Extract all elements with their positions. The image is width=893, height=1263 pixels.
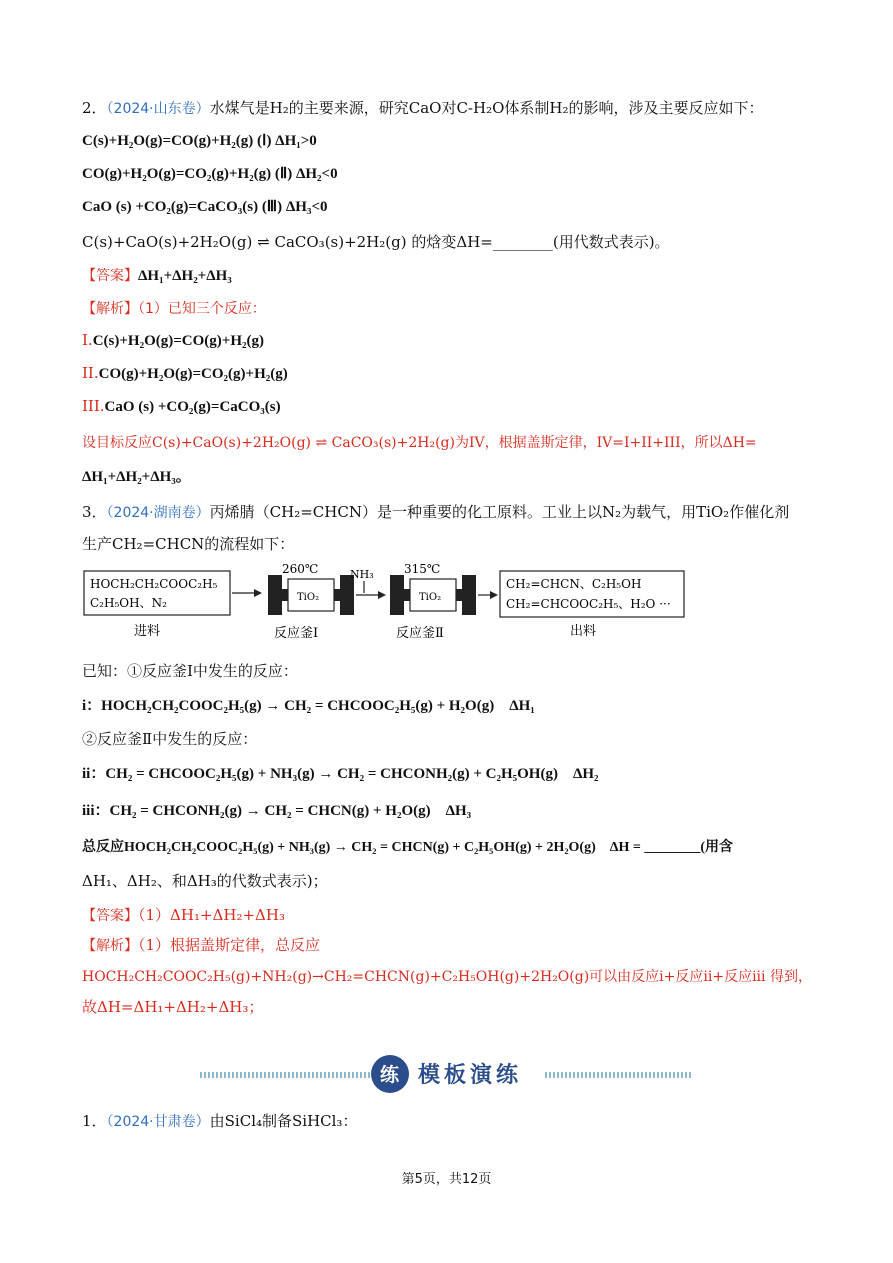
q2-answer-tag: 【答案】: [82, 268, 138, 284]
q2-analysis-r3-text: CaO (s) +CO₂(g)=CaCO₃(s): [104, 399, 281, 415]
nh3-label: NH₃: [350, 568, 374, 581]
q2-analysis-r1-text: C(s)+H₂O(g)=CO(g)+H₂(g): [92, 333, 264, 349]
q2-analysis-r1-label: I.: [82, 331, 93, 349]
q3-reaction-i: i：HOCH₂CH₂COOC₂H₅(g) → CH₂ = CHCOOC₂H₅(g) + H₂O(g) ΔH₁: [82, 698, 535, 714]
practice-1-number: 1．: [82, 1112, 107, 1130]
q3-total-reaction-2: ΔH₁、ΔH₂、和ΔH₃的代数式表示)；: [82, 872, 328, 890]
reactor-1-label: 反应釜Ⅰ: [274, 626, 319, 641]
banner-title: 模板演练: [418, 1062, 523, 1088]
q2-reaction-3: CaO (s) +CO₂(g)=CaCO₃(s) (Ⅲ) ΔH₃<0: [82, 199, 328, 215]
feed-line-1: HOCH₂CH₂COOC₂H₅: [90, 577, 218, 591]
q2-analysis-r2-text: CO(g)+H₂O(g)=CO₂(g)+H₂(g): [98, 366, 288, 382]
reactor-1-catalyst: TiO₂: [297, 592, 320, 603]
q3-answer: （1）ΔH₁+ΔH₂+ΔH₃: [138, 906, 285, 924]
q3-answer-line: [82, 904, 285, 925]
q2-reaction-1: C(s)+H₂O(g)=CO(g)+H₂(g) (Ⅰ) ΔH₁>0: [82, 133, 317, 149]
q3-answer-tag: 【答案】: [82, 908, 138, 924]
reactor-2-label: 反应釜Ⅱ: [396, 626, 444, 641]
output-line-1: CH₂=CHCN、C₂H₅OH: [506, 577, 642, 591]
practice-1-line: [82, 1110, 357, 1131]
q2-analysis-intro: （1）已知三个反应：: [138, 301, 266, 317]
q3-known-2: ②反应釜Ⅱ中发生的反应：: [82, 730, 258, 748]
q3-reaction-iii: iii：CH₂ = CHCONH₂(g) → CH₂ = CHCN(g) + H₂O(g) ΔH₃: [82, 803, 472, 819]
arrow-1-head: [254, 589, 262, 597]
q2-stem: 水煤气是H₂的主要来源，研究CaO对C-H₂O体系制H₂的影响，涉及主要反应如下：: [209, 99, 764, 117]
arrow-2-head: [378, 591, 386, 599]
q2-analysis-tag: 【解析】: [82, 301, 138, 317]
banner-badge-text: 练: [380, 1064, 400, 1086]
feed-line-2: C₂H₅OH、N₂: [90, 596, 167, 610]
q3-known: 已知：①反应釜Ⅰ中发生的反应：: [82, 662, 298, 680]
q2-answer: ΔH₁+ΔH₂+ΔH₃: [138, 268, 232, 284]
q2-target-reaction: 设目标反应C(s)+CaO(s)+2H₂O(g) ⇌ CaCO₃(s)+2H₂(g)为IV，根据盖斯定律，IV=I+II+III，所以ΔH=: [82, 435, 757, 451]
page-footer: 第5页，共12页: [401, 1172, 492, 1187]
practice-1-source: （2024·甘肃卷）: [106, 1114, 210, 1130]
q2-question: C(s)+CaO(s)+2H₂O(g) ⇌ CaCO₃(s)+2H₂(g) 的焓变ΔH=________(用代数式表示)。: [82, 233, 670, 251]
q3-stem-1: 丙烯腈（CH₂=CHCN）是一种重要的化工原料。工业上以N₂为载气，用TiO₂作催化剂: [209, 503, 790, 521]
arrow-3-head: [490, 591, 498, 599]
feed-label: 进料: [134, 624, 161, 639]
q2-source: （2024·山东卷）: [106, 101, 210, 117]
process-flow-diagram: [82, 563, 802, 645]
q3-analysis-line: [82, 934, 320, 955]
q3-source: （2024·湖南卷）: [106, 505, 210, 521]
output-line-2: CH₂=CHCOOC₂H₅、H₂O ···: [506, 597, 671, 611]
q3-analysis-2: HOCH₂CH₂COOC₂H₅(g)+NH₂(g)→CH₂=CHCN(g)+C₂H₅OH(g)+2H₂O(g)可以由反应i+反应ii+反应iii 得到，: [82, 969, 812, 985]
q3-stem-line: [82, 501, 789, 522]
reactor-2: [390, 575, 476, 615]
q3-number: 3．: [82, 503, 107, 521]
q2-stem-line: [82, 97, 764, 118]
q2-analysis-line: [82, 298, 266, 318]
q2-analysis-r1: [82, 331, 264, 350]
q2-analysis-r3: [82, 397, 281, 416]
q3-analysis-tag: 【解析】: [82, 938, 138, 954]
q3-analysis: （1）根据盖斯定律，总反应: [138, 936, 321, 954]
q2-reaction-2: CO(g)+H₂O(g)=CO₂(g)+H₂(g) (Ⅱ) ΔH₂<0: [82, 166, 338, 182]
q3-reaction-ii: ii：CH₂ = CHCOOC₂H₅(g) + NH₃(g) → CH₂ = CHCONH₂(g) + C₂H₅OH(g) ΔH₂: [82, 766, 599, 782]
q3-total-reaction: 总反应HOCH₂CH₂COOC₂H₅(g) + NH₃(g) → CH₂ = CHCN(g) + C₂H₅OH(g) + 2H₂O(g) ΔH = ________(用含: [82, 840, 734, 855]
reactor-2-catalyst: TiO₂: [419, 592, 442, 603]
reactor-1: [268, 575, 354, 615]
q3-stem-2: 生产CH₂=CHCN的流程如下：: [82, 535, 295, 553]
q2-number: 2．: [82, 99, 107, 117]
q2-analysis-r2: [82, 364, 288, 383]
q2-target-result: ΔH₁+ΔH₂+ΔH₃。: [82, 469, 191, 485]
q2-analysis-r2-label: II.: [82, 364, 99, 382]
q3-analysis-3: 故ΔH=ΔH₁+ΔH₂+ΔH₃；: [82, 998, 264, 1016]
section-banner: [200, 1050, 693, 1100]
q2-analysis-r3-label: III.: [82, 397, 105, 415]
reactor-1-temp: 260℃: [282, 563, 319, 576]
q2-answer-line: [82, 265, 232, 285]
reactor-2-temp: 315℃: [404, 563, 441, 576]
output-label: 出料: [570, 624, 597, 639]
practice-1-stem: 由SiCl₄制备SiHCl₃：: [209, 1112, 358, 1130]
